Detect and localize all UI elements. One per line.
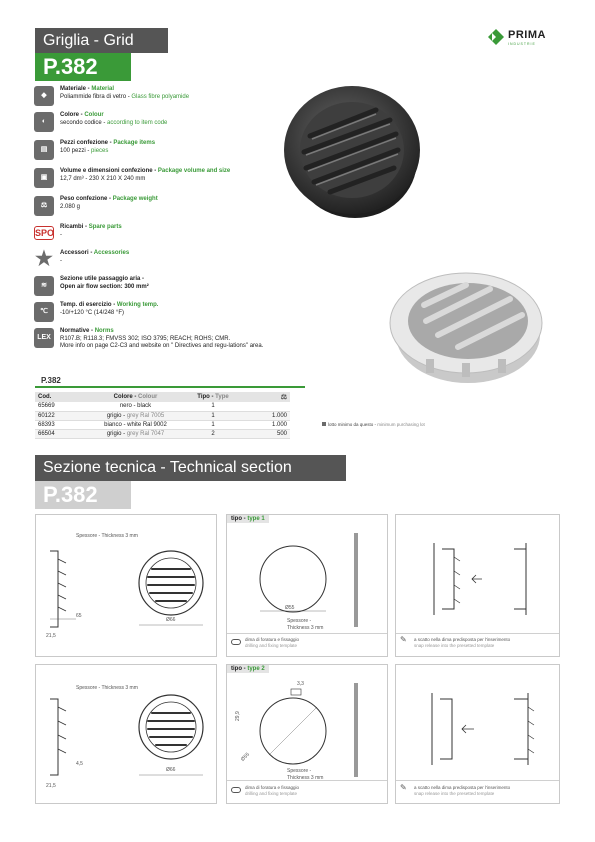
svg-text:Spessore -: Spessore - xyxy=(287,768,312,774)
technical-drawing-2 xyxy=(36,665,218,805)
svg-text:21,5: 21,5 xyxy=(46,633,56,639)
technical-drawing-1 xyxy=(36,515,218,658)
law-icon: LEX xyxy=(34,328,54,348)
table-tag: P.382 xyxy=(35,376,305,388)
table-row: 68393 bianco - white Ral 9002 1 1.000 xyxy=(35,420,290,429)
insertion-drawing-2 xyxy=(396,665,561,805)
template-panel-type-2 xyxy=(226,664,388,804)
temperature-icon: ℃ xyxy=(34,302,54,322)
col-package xyxy=(238,392,290,402)
min-lot-note: lotto minimo da questo - minimum purchasing lot xyxy=(322,422,425,427)
type-2-label: tipo - type 2 xyxy=(227,665,269,673)
insertion-panel-2 xyxy=(395,664,560,804)
svg-text:Ø66: Ø66 xyxy=(166,767,176,773)
pen-icon: ✎ xyxy=(400,783,407,792)
svg-text:Thickness 3 mm: Thickness 3 mm xyxy=(287,625,324,631)
table-row: 65669 nero - black 1 xyxy=(35,402,290,411)
svg-text:65: 65 xyxy=(76,613,82,619)
svg-text:Spessore -: Spessore - xyxy=(287,618,312,624)
col-type: Tipo - Type xyxy=(188,392,238,402)
product-table xyxy=(35,392,290,439)
svg-text:4,5: 4,5 xyxy=(76,761,83,767)
drill-template-icon xyxy=(231,787,241,793)
svg-text:Spessore - Thickness 3 mm: Spessore - Thickness 3 mm xyxy=(76,685,138,691)
star-icon: ★ xyxy=(35,248,53,270)
package-icon: ▤ xyxy=(34,140,54,160)
brand-name: PRIMA xyxy=(508,29,546,41)
package-icon: ⚖ xyxy=(280,394,287,401)
lot-icon xyxy=(322,422,326,426)
svg-text:3,3: 3,3 xyxy=(297,681,304,687)
svg-text:Ø66: Ø66 xyxy=(166,617,176,623)
product-photo-black xyxy=(278,78,428,228)
drawing-panel-2 xyxy=(35,664,217,804)
product-code: P.382 xyxy=(35,53,131,81)
table-row: 60122 grigio - grey Ral 7005 1 1.000 xyxy=(35,411,290,420)
col-code: Cod. xyxy=(35,392,83,402)
svg-text:Spessore - Thickness 3 mm: Spessore - Thickness 3 mm xyxy=(76,533,138,539)
spare-parts-icon: SPO xyxy=(35,228,55,238)
insertion-panel-1 xyxy=(395,514,560,657)
airflow-icon: ≋ xyxy=(34,276,54,296)
colour-icon: ◐ xyxy=(34,112,54,132)
svg-text:29,9: 29,9 xyxy=(235,711,241,721)
type-1-label: tipo - type 1 xyxy=(227,515,269,523)
material-icon: ◆ xyxy=(34,86,54,106)
template-drawing-2 xyxy=(227,665,389,805)
drill-caption-2: dima di foratura e fissaggio drilling and fixing template xyxy=(245,785,300,796)
drill-caption: dima di foratura e fissaggio drilling and fixing template xyxy=(245,637,300,648)
svg-text:Ø55: Ø55 xyxy=(285,605,295,611)
template-panel-type-1 xyxy=(226,514,388,657)
product-photo-white xyxy=(386,263,546,393)
technical-section-code: P.382 xyxy=(35,481,131,509)
table-row: 66504 grigio - grey Ral 7047 2 500 xyxy=(35,429,290,438)
drawing-panel-1 xyxy=(35,514,217,657)
brand-logo xyxy=(487,28,567,50)
drill-template-icon xyxy=(231,639,241,645)
technical-section-title: Sezione tecnica - Technical section xyxy=(35,455,346,481)
col-colour: Colore - Colour xyxy=(83,392,188,402)
brand-sub: INDUSTRIE xyxy=(508,42,536,46)
brand-logo-icon xyxy=(487,28,505,46)
page-title: Griglia - Grid xyxy=(35,28,168,53)
insert-caption: a scatto nella dima predisposta per l'inserimento snap release into the presetted template xyxy=(414,637,511,648)
volume-icon: ▣ xyxy=(34,168,54,188)
pen-icon: ✎ xyxy=(400,635,407,644)
svg-text:21,5: 21,5 xyxy=(46,783,56,789)
table-header xyxy=(35,392,290,402)
svg-text:Ø55: Ø55 xyxy=(239,751,251,763)
insert-caption-2: a scatto nella dima predisposta per l'inserimento snap release into the presetted template xyxy=(414,785,511,796)
weight-icon: ⚖ xyxy=(34,196,54,216)
svg-text:Thickness 3 mm: Thickness 3 mm xyxy=(287,775,324,781)
